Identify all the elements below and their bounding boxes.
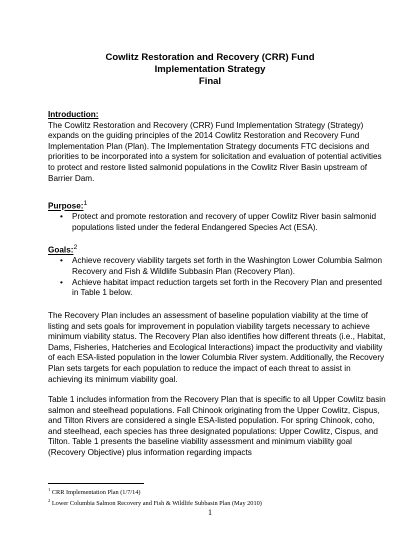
footnote-1-number: 1 [48,487,51,492]
purpose-item: • Protect and promote restoration and recovery of upper Cowlitz River basin salmonid populations listed under the federal Endangered Species Act (ESA). [48,212,386,233]
footnotes [48,486,388,508]
purpose-footnote-ref: 1 [83,200,88,207]
goals-item: • Achieve recovery viability targets set forth in the Washington Lower Columbia Salmon Recovery and Fish & Wildlife Subbasin Plan (Recovery Plan). [48,256,386,277]
footnote-1 [48,486,388,497]
footnote-2-text: Lower Columbia Salmon Recovery and Fish & Wildlife Subbasin Plan (May 2010) [51,500,262,508]
footnote-2 [48,497,388,508]
goals-section [48,243,386,299]
paragraph-2: Table 1 includes information from the Recovery Plan that is specific to all Upper Cowlitz basin salmon and steelhead populations. Fall Chinook originating from the Upper Cowlitz, Cispus, and Tilton Rivers are considered a single ESA-listed population. For spring Chinook, coho, and steelhead, each species has three designated populations: Upper Cowlitz, Cispus, and Tilton. Table 1 presents the baseline viability assessment and minimum viability goal (Recovery Objective) plus information regarding impacts [48,395,386,457]
introduction-section [48,110,386,184]
goals-list [48,256,386,298]
document-title-line1: Cowlitz Restoration and Recovery (CRR) Fund [105,52,315,63]
introduction-heading: Introduction: [48,110,99,119]
goals-footnote-ref: 2 [73,244,78,251]
purpose-section [48,199,386,234]
goals-heading-line [48,243,386,256]
purpose-heading: Purpose: [48,201,84,211]
paragraph-1: The Recovery Plan includes an assessment of baseline population viability at the time of listing and sets goals for improvement in population viability targets necessary to achieve minimum viability status. The Recovery Plan also identifies how different threats (i.e., Habitat, Dams, Fisheries, Hatcheries and Ecological Interactions) impact the productivity and viability of each ESA-listed population in the lower Columbia River system. Additionally, the Recovery Plan sets targets for each population to reduce the impact of each threat to assist in achieving its minimum viability goal. [48,311,386,384]
footnote-1-text: CRR Implementation Plan (1/7/14) [51,489,141,497]
introduction-text: The Cowlitz Restoration and Recovery (CRR) Fund Implementation Strategy (Strategy) expands on the guiding principles of the 2014 Cowlitz Restoration and Recovery Fund Implementation Plan (Plan). The Implementation Strategy documents FTC decisions and priorities to be incorporated into a system for solicitation and evaluation of potential activities to protect and restore listed salmonid populations in the Cowlitz River Basin upstream of Barrier Dam. [48,120,382,183]
purpose-heading-line [48,199,386,212]
footnote-2-number: 2 [48,498,51,504]
document-title-line2: Implementation Strategy [154,64,266,75]
goals-heading: Goals: [48,245,74,255]
goals-item: • Achieve habitat impact reduction targets set forth in the Recovery Plan and presented in Table 1 below. [48,278,386,299]
purpose-list [48,212,386,233]
page-number: 1 [208,508,212,517]
recovery-plan-paragraph [48,311,386,385]
document-title-line3: Final [198,76,222,87]
table-intro-paragraph [48,395,386,459]
footnote-divider [48,483,144,484]
